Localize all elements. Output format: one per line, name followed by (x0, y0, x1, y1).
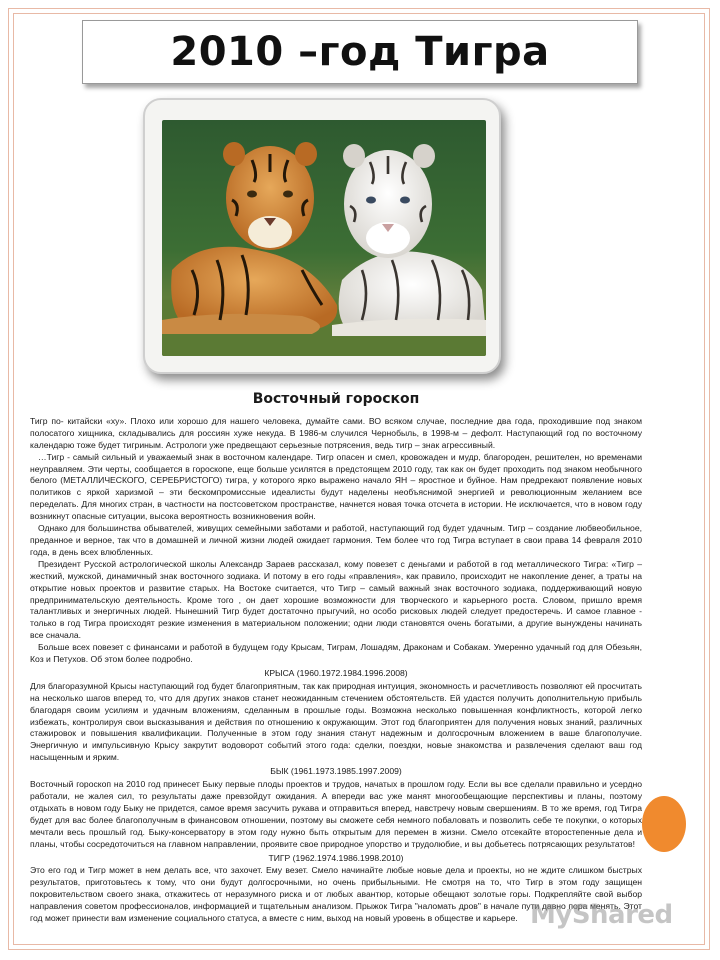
article-body (30, 390, 642, 945)
paragraph: Президент Русской астрологической школы Александр Зараев рассказал, кому повезет с деньгами и работой в год металлического Тигра: «Тигр – жесткий, мужской, динамичный знак восточного зодиака. И потому в его годы «правления», как правило, происходит не накопление денег, а траты на открытие новых проектов и развитие старых. На Востоке считается, что Тигр – самый важный знак восточного зодиака, поддерживающий новую предпринимательскую деятельность. Кроме того , он дает хорошие возможности для творческого и карьерного роста. Словом, пришло время талантливых и энергичных людей. Нынешний Тигр будет достаточно прыгучий, но особо рисковых людей следует предостеречь. И самое главное - только в год Тигра происходят резкие изменения в материальном положении; одни люди становятся очень богатыми, а другие вынуждены начинать все сначала. (30, 558, 642, 641)
paragraph: Больше всех повезет с финансами и работой в будущем году Крысам, Тиграм, Лошадям, Драконам и Собакам. Умеренно удачный год для Обезьян, Коз и Петухов. Об этом более подробно. (30, 642, 642, 665)
sign-heading-tiger: ТИГР (1962.1974.1986.1998.2010) (268, 852, 404, 863)
photo-frame (143, 98, 501, 374)
section-subtitle: Восточный гороскоп (252, 391, 420, 407)
paragraph: …Тигр - самый сильный и уважаемый знак в восточном календаре. Тигр опасен и смел, кровожаден и мудр, благороден, решителен, но временами неуправляем. Эти черты, сообщается в гороскопе, еще больше усилятся в предстоящем 2010 году, так как он будет проходить под знаком необычного белого (МЕТАЛЛИЧЕСКОГО, СЕРЕБРИСТОГО) тигра, у которого ярко выражено начало ЯН – яростное и буйное. Нам предрекают появление новых политиков с яркой харизмой – эти бескомпромиссные идеалисты будут наделены необъяснимой энергией и революционным желанием все переделать. Для многих стран, в частности на постсоветском пространстве, начнется новая точка отсчета в истории. Не исключается, что в новом году возникнут опасные ситуации, высока вероятность возникновения войн. (30, 451, 642, 522)
sign-heading-rat: КРЫСА (1960.1972.1984.1996.2008) (264, 667, 408, 678)
tigers-photo (162, 120, 486, 356)
watermark-logo: MyShared (530, 900, 673, 930)
sign-text-ox: Восточный гороскоп на 2010 год принесет Быку первые плоды проектов и трудов, начатых в прошлом году. Если вы все сделали правильно и усердно работали, не жалея сил, то результаты даже превзойдут ожидания. А впереди вас уже манят многообещающие перспективы и планы, поэтому отдыхать в новом году Быку не придется, самое время засучить рукава и отправиться вперед, навстречу новым свершениям. В то же время, год Тигра будет для вас более благополучным в финансовом отношении, поэтому вы сможете себя немного побаловать и позволить себе те покупки, о которых мечтали весь прошлый год. Быку-консерватору в этом году нужно быть открытым для перемен в жизни. Смело отсекайте второстепенные дела и планы, чтобы сосредоточиться на главном направлении, проявите свое природное упорство и трудолюбие, и вы добьетесь потрясающих результатов! (30, 779, 642, 849)
paragraph: Тигр по- китайски «ху». Плохо или хорошо для нашего человека, думайте сами. ВО всяком случае, последние два года, проходившие под знаком полосатого хищника, складывались для россиян хуже некуда. В 1986-м случился Чернобыль, в 1998-м – дефолт. Наступающий год по восточному календарю тоже будет тигриным. Астрологи уже предвещают серьезные потрясения, ведь тигр – знак агрессивный. (30, 415, 642, 450)
sign-heading-ox: БЫК (1961.1973.1985.1997.2009) (270, 766, 402, 777)
page-title: 2010 –год Тигра (170, 29, 550, 75)
sign-text-tiger: Это его год и Тигр может в нем делать все, что захочет. Ему везет. Смело начинайте любые новые дела и проекты, но не ждите слишком быстрых результатов, приготовьтесь к тому, что они будут долгосрочными, но очень прибыльными. Не смотря на то, что Тигр в этом году защищен покровительством своего знака, откажитесь от неразумного риска и от любых авантюр, которые обещают золотые горы. Подкрепляйте свой выбор направления советом профессионалов, информацией и тщательным анализом. Прыжок Тигра "наломать дров" в начале пути давно пора менять. Этот год может принести вам изменение социального статуса, а вместе с ним, выход на новый уровень в обществе и карьере. (30, 865, 642, 924)
tigers-illustration (162, 120, 486, 356)
decorative-orange-circle (642, 796, 686, 852)
title-box (82, 20, 638, 84)
sign-text-rat: Для благоразумной Крысы наступающий год будет благоприятным, так как природная интуиция, экономность и расчетливость позволяют ей просчитать на несколько шагов вперед то, что для других знаков станет неожиданным стечением обстоятельств. Ей удастся получить дополнительную прибыль благодаря своим усилиям и удачным вложениям, сделанным в прошлые годы. Возможна несколько повышенная конфликтность, которой легко избежать, контролируя свои высказывания и действия по отношению к окружающим. Этот год благоприятен для получения новых знаний, различных стажировок и повышения квалификации. Полученные в этом году знания станут надежным и долгосрочным вложением в ваше благополучие. Энергичную и импульсивную Крысу закрутит водоворот событий этого года: сделки, поездки, новые знакомства и развлечения сделают ваш год насыщенным и ярким. (30, 680, 642, 763)
paragraph: Однако для большинства обывателей, живущих семейными заботами и работой, наступающий год будет удачным. Тигр – создание любвеобильное, преданное и верное, так что в домашней и личной жизни людей ожидает гармония. Тем более что год Тигра вступает в свои права 14 февраля 2010 года, в день всех влюбленных. (30, 523, 642, 557)
